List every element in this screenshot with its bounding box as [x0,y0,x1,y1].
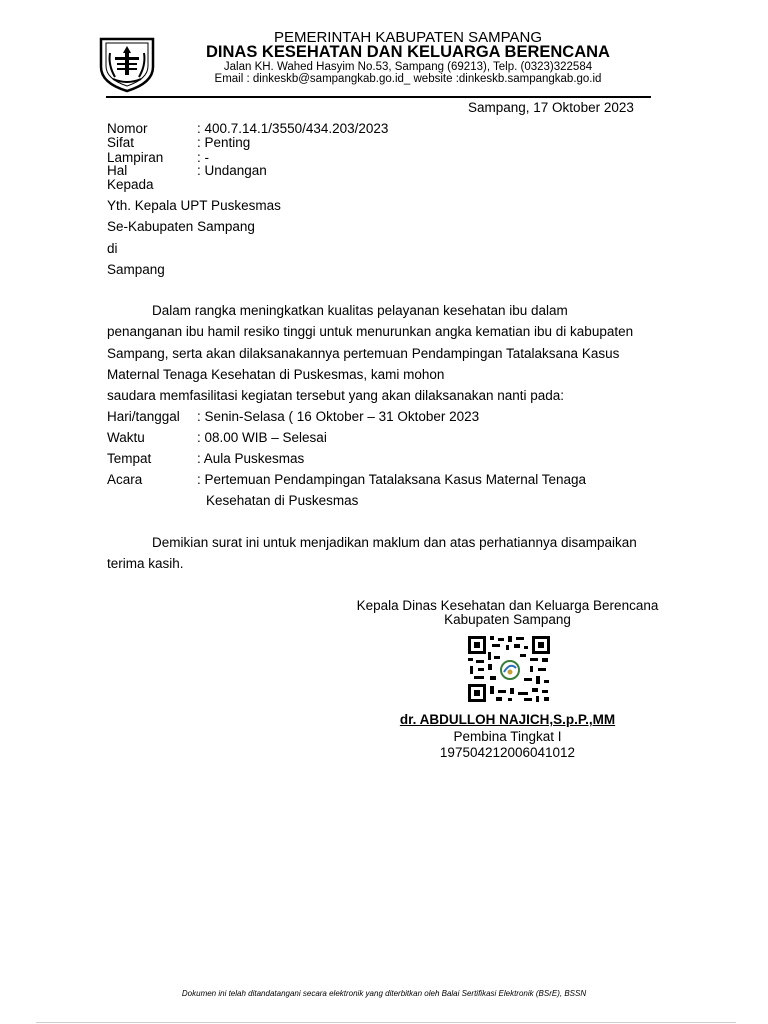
meta-label-kepada: Kepada [107,177,154,192]
detail-label-event: Acara [107,472,143,487]
recipient-line: di [107,241,118,256]
meta-label-lampiran: Lampiran [107,150,164,165]
body-line: Maternal Tenaga Kesehatan di Puskesmas, kami mohon [107,367,445,382]
detail-value-event: : Pertemuan Pendampingan Tatalaksana Kasus Maternal Tenaga [197,472,587,487]
header-government: PEMERINTAH KABUPATEN SAMPANG [273,29,543,46]
recipient-line: Sampang [107,262,165,277]
closing-line: terima kasih. [107,556,184,571]
detail-value-event-cont: Kesehatan di Puskesmas [206,493,359,508]
detail-value-place: : Aula Puskesmas [197,451,305,466]
header-address: Jalan KH. Wahed Hasyim No.53, Sampang (69213), Telp. (0323)322584 [223,61,593,73]
signatory-title: Kepala Dinas Kesehatan dan Keluarga Berencana [356,598,659,613]
closing-line: Demikian surat ini untuk menjadikan maklum dan atas perhatiannya disampaikan [152,535,637,550]
meta-value-hal: : Undangan [197,163,267,178]
detail-value-time: : 08.00 WIB – Selesai [197,430,327,445]
meta-label-sifat: Sifat [107,135,135,150]
signatory-nip: 197504212006041012 [439,745,576,760]
qr-code-icon [466,634,552,704]
body-line: saudara memfasilitasi kegiatan tersebut yang akan dilaksanakan nanti pada: [107,388,565,403]
body-line: Sampang, serta akan dilaksanakannya pertemuan Pendampingan Tatalaksana Kasus [107,346,620,361]
meta-label-nomor: Nomor [107,121,148,136]
header-contact: Email : dinkeskb@sampangkab.go.id_ website :dinkeskb.sampangkab.go.id [214,73,602,85]
header-agency: DINAS KESEHATAN DAN KELUARGA BERENCANA [206,43,610,61]
recipient-line: Yth. Kepala UPT Puskesmas [107,198,281,213]
signatory-title-regency: Kabupaten Sampang [444,612,571,627]
regency-emblem-logo [95,33,159,93]
detail-label-place: Tempat [107,451,152,466]
page-bottom-divider [36,1022,736,1023]
signatory-name: dr. ABDULLOH NAJICH,S.p.P.,MM [399,712,616,727]
meta-label-hal: Hal [107,163,128,178]
detail-label-time: Waktu [107,430,145,445]
detail-value-date: : Senin-Selasa ( 16 Oktober – 31 Oktober 2023 [197,409,480,424]
header-divider [106,96,651,98]
detail-label-date: Hari/tanggal [107,409,180,424]
letter-date: Sampang, 17 Oktober 2023 [468,100,634,115]
recipient-line: Se-Kabupaten Sampang [107,219,255,234]
body-line: penanganan ibu hamil resiko tinggi untuk menurunkan angka kematian ibu di kabupaten [107,324,634,339]
meta-value-sifat: : Penting [197,135,251,150]
signatory-rank: Pembina Tingkat I [453,729,562,744]
meta-value-lampiran: : - [197,150,209,165]
body-line: Dalam rangka meningkatkan kualitas pelayanan kesehatan ibu dalam [152,303,568,318]
meta-value-nomor: : 400.7.14.1/3550/434.203/2023 [197,121,389,136]
electronic-signature-note: Dokumen ini telah ditandatangani secara elektronik yang diterbitkan oleh Balai Sertifikasi Elektronik (BSrE), BSSN [181,989,587,998]
